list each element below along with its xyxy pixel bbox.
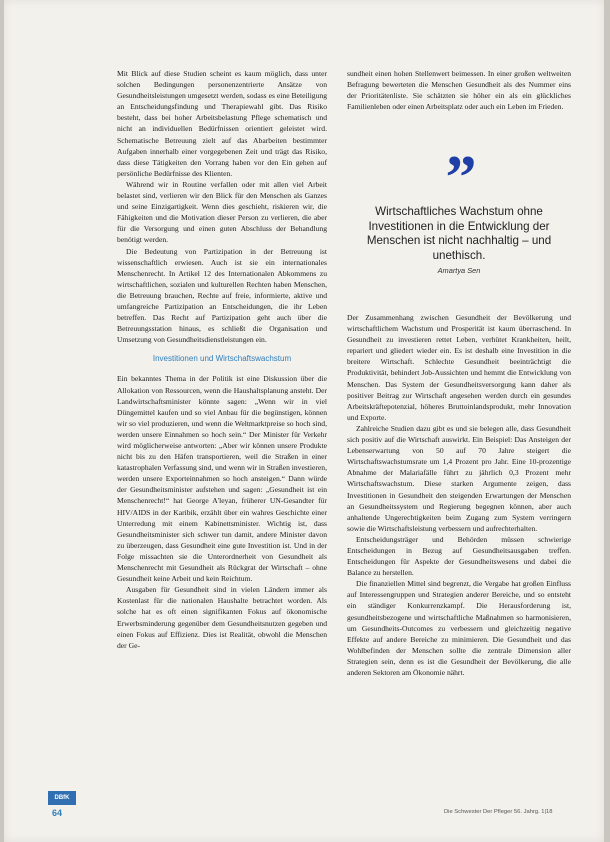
body-paragraph: Ausgaben für Gesundheit sind in vielen Ländern immer als Kostenlast für die nationalen Haushalte betrachtet worden. Als solche hat es oft einen signifikanten Fokus auf ökonomische Erwerbsminderung gegenüber dem Gesundheitsnutzen gegeben und einen Fokus auf Effizienz. Dies ist Realität, obwohl die Menschen der Ge- xyxy=(117,585,327,650)
right-column-bottom xyxy=(347,312,571,678)
body-paragraph: Ein bekanntes Thema in der Politik ist eine Diskussion über die Allokation von Ressourcen, wenn die Haushaltsplanung ansteht. Der Landwirtschaftsminister könnte sagen: „Wenn wir in viel Düngemittel kaufen und so viel Anbau für die begünstigen, können wir so viel produzieren, und wenn die Weltmarktpreise so hoch sind, werden unsere Einnahmen so hoch sein.“ Der Minister für Verkehr wird möglicherweise antworten: „Aber wir können unsere Produkte nicht bis zu den Häfen transportieren, weil die Straßen in einer katastrophalen Verfassung sind, und wenn wir in Straßen investieren, werden unsere Exporteinnahmen so hoch ansteigen.“ Dann würde der Gesundheitsminister aufstehen und sagen: „Gesundheit ist ein Menschenrecht!“ hat George A'leyan, früherer UN-Gesandter für HIV/AIDS in der Karibik, erzählt über ein wahres Geschichte einer Unterredung mit einem Kabinettsminister. Wichtig ist, dass Gesundheitsminister sich schwer tun damit, andere Minister davon zu überzeugen, dass Gesundheit eine gute Investition ist. Und in der Folge missachten sie die Unterordnerheit von Gesundheit als Menschenrecht mit Gesundheit als Rückgrat der Wirtschaft – ohne Gesundheit keine Arbeit und kein Reichtum. xyxy=(117,374,327,584)
pull-quote-author: Amartya Sen xyxy=(437,266,481,276)
body-paragraph: Zahlreiche Studien dazu gibt es und sie belegen alle, dass Gesundheit sich positiv auf die Wirtschaft auswirkt. Ein Beispiel: Das Ansteigen der Lebenserwartung von 50 auf 70 Jahre steigert die Wirtschaftswachstumsrate um 1,4 Prozent pro Jahr. Eine 10-prozentige Abnahme der Malariafälle führt zu jährlich 0,3 Prozent mehr Wirtschaftswachstum. Diese starken Argumente zeigen, dass Investitionen in Gesundheit den steigenden Erwartungen der Menschen an Gesundheitssystem und Regierung begegnen können, aber auch anhaltende Ungerechtigkeiten beim Zugang zum System verringern sowie die Wirtschaftsleistung verbessern und aufrechterhalten. xyxy=(347,423,571,533)
quote-mark-icon: ” xyxy=(445,144,473,212)
section-heading: Investitionen und Wirtschaftswachstum xyxy=(152,354,292,364)
left-column xyxy=(117,68,327,651)
body-paragraph: Während wir in Routine verfallen oder mit allen viel Arbeit belastet sind, verlieren wir den Blick für den Menschen als Ganzes und seine Einzigartigkeit. Wenn dies geschieht, riskieren wir, die Fähigkeiten und die Motivation dieser Person zu verlieren, die aber für die Versorgung und einen guten Abschluss der Behandlung benötigt werden. xyxy=(117,179,327,245)
body-paragraph: Die Bedeutung von Partizipation in der Betreuung ist wissenschaftlich erwiesen. Auch ist sie ein internationales Menschenrecht. In Artikel 12 des Internationalen Abkommens zu wirtschaftlichen, sozialen und kulturellen Rechten haben Menschen, die Betreuung brauchen, Rechte auf freie, informierte, aktive und umfangreiche Partizipation an Entscheidungen, die ihr Leben betreffen. Das Recht auf Partizipation geht auch über die Betreuungsstation hinaus, es schließt die Organisation und Umsetzung von Gesundheitsdienstleistungen ein. xyxy=(117,246,327,345)
right-column-top xyxy=(347,68,571,112)
magazine-page xyxy=(4,0,604,842)
publisher-logo: DBfK xyxy=(48,791,76,805)
body-paragraph: Entscheidungsträger und Behörden müssen schwierige Entscheidungen in Bezug auf Gesundheitsausgaben treffen. Entscheidungen für Aspekte der Gesundheitswesens und dabei die Balance zu herstellen. xyxy=(347,534,571,578)
body-paragraph: Der Zusammenhang zwischen Gesundheit der Bevölkerung und wirtschaftlichem Wachstum und Prosperität ist kaum überraschend. In Gesundheit zu investieren rettet Leben, verhütet Krankheiten, heilt, repariert und gliedert wieder ein. Es ist deshalb eine Investition in die breitere Wirtschaft. Schlechte Gesundheit beeinträchtigt die Produktivität, behindert Job-Aussichten und hemmt die Entwicklung von Menschen. Das System der Gesundheitsversorgung kann daher als positiver Beitrag zur Wirtschaft angesehen werden durch ein gesundes Arbeitskräftepotenzial, höheres Bruttoinlandsprodukt, mehr Innovation und Exporte. xyxy=(347,313,571,422)
publication-footer: Die Schwester Der Pfleger 56. Jahrg. 1|18 xyxy=(444,809,553,815)
pull-quote-text: Wirtschaftliches Wachstum ohne Investitionen in die Entwicklung der Menschen ist nicht nachhaltig – und unethisch. xyxy=(366,205,552,262)
body-paragraph: Mit Blick auf diese Studien scheint es kaum möglich, dass unter solchen Bedingungen personenzentrierte Ansätze von Gesundheitsleistungen umgesetzt werden, sodass es eine Beteiligung an Entscheidungsfindung und Therapiewahl gibt. Das Risiko besteht, dass bei hoher Arbeitsbelastung Pflege schematisch und nicht an individuellen Bedürfnissen orientiert geleistet wird. Schematische Betreuung zielt auf das Abarbeiten bestimmter Aufgaben innerhalb einer vorgegebenen Zeit und trägt das Risiko, dass diese Tätigkeiten den Vorrang haben vor den Ein gehen auf persönliche Bedürfnisse des Klienten. xyxy=(117,69,327,178)
body-paragraph: sundheit einen hohen Stellenwert beimessen. In einer großen weltweiten Befragung bewerteten die Menschen Gesundheit als des Nummer eins der Prioritätenliste. Sie schätzten sie höher ein als ein glückliches Familienleben oder einen Arbeitsplatz oder auch ein Leben im Frieden. xyxy=(347,69,571,112)
page-number: 64 xyxy=(52,808,63,818)
pull-quote xyxy=(347,144,571,276)
body-paragraph: Die finanziellen Mittel sind begrenzt, die Vergabe hat großen Einfluss auf Interessengruppen und Strategien anderer Bereiche, und so entsteht ein ständiger Konkurrenzkampf. Die Herausforderung ist, gesundheitsbezogene und wirtschaftliche Maßnahmen so harmonisieren, um Gesundheits-Outcomes zu verbessern und gleichzeitig negative Effekte auf andere Bereiche zu minimieren. Die Gesundheit und das Wohlbefinden der Menschen sollte die zentrale Dimension aller Strategien sein, denn es ist die Gesundheit der Bevölkerung, die alle anderen Sektoren am Ökonomie nährt. xyxy=(347,579,571,677)
